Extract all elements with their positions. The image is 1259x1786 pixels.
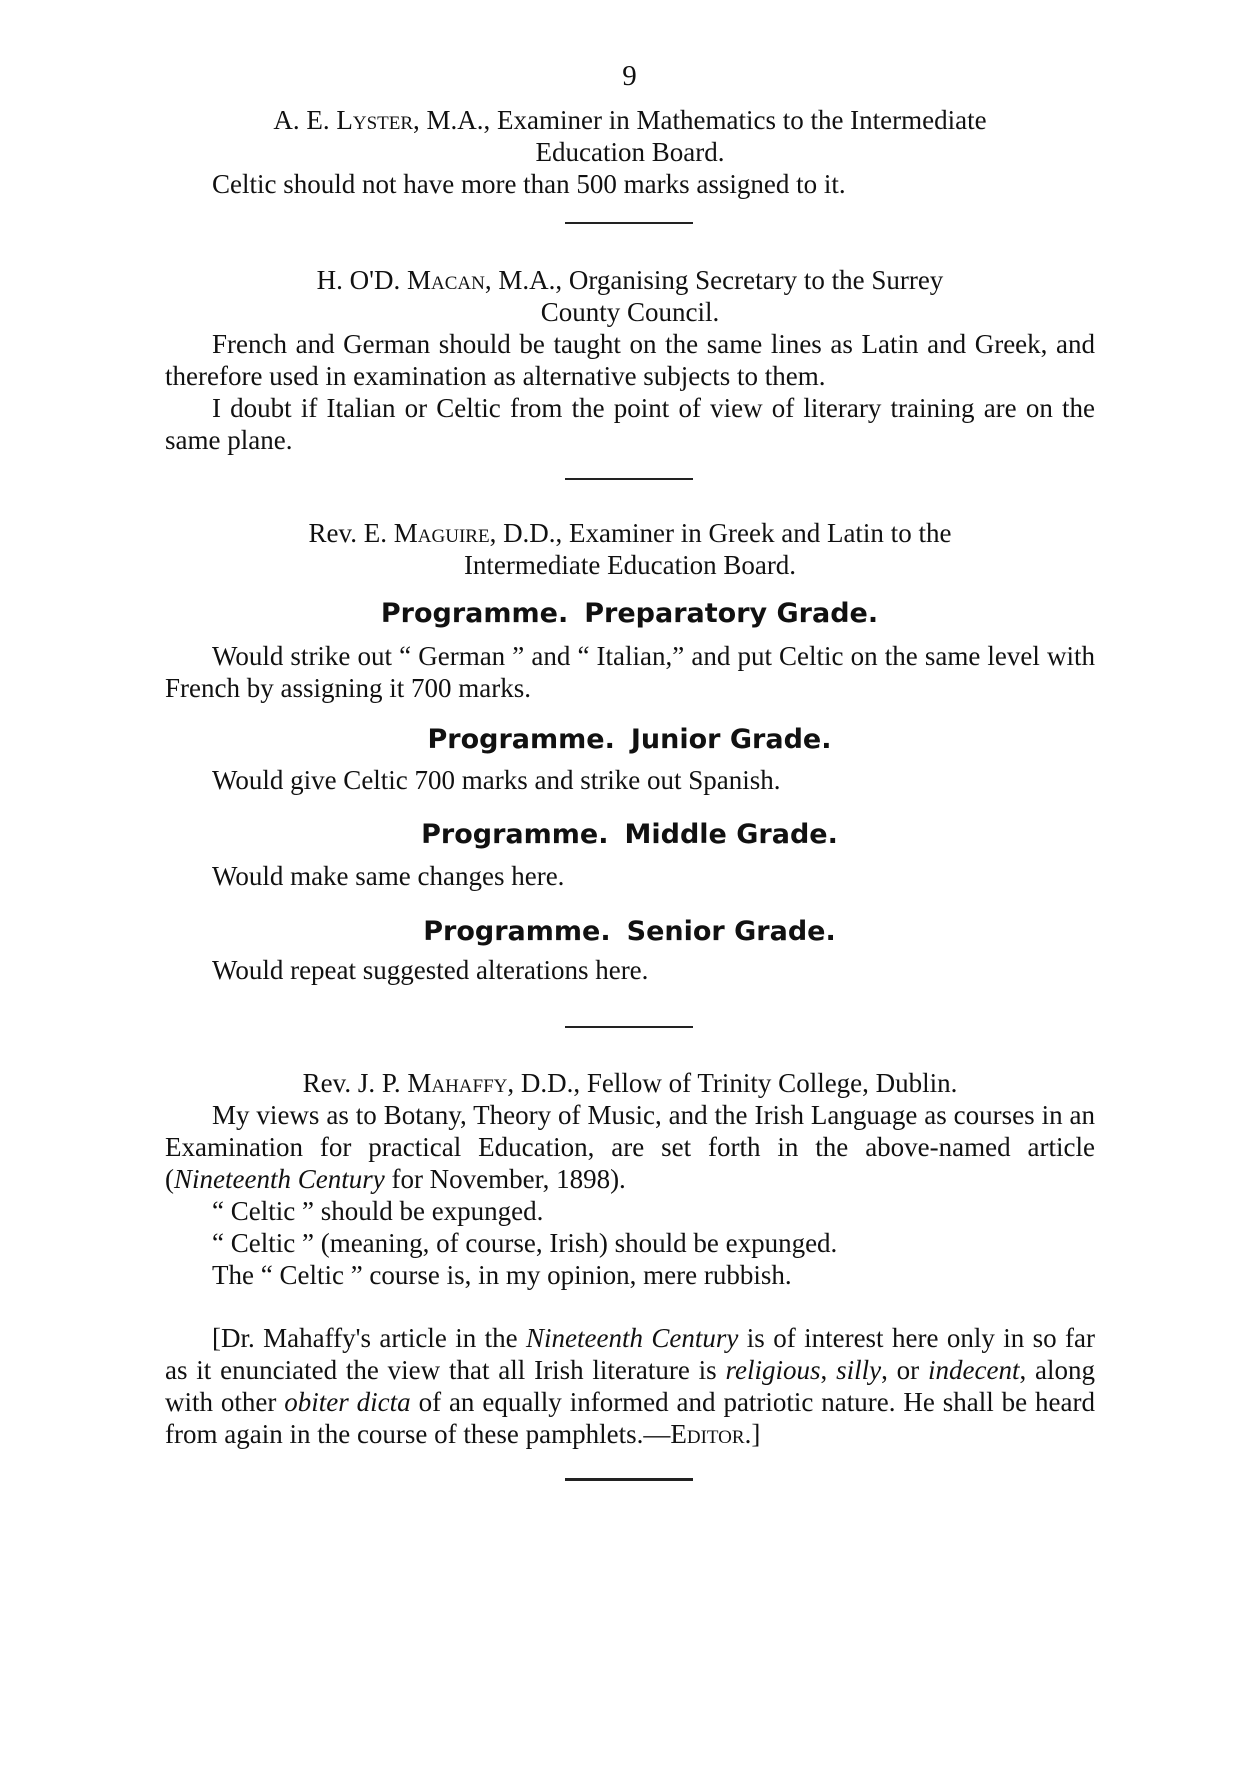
programme-comment <box>165 764 1095 796</box>
lyster-entry <box>165 104 1095 200</box>
editor-note-part: , or <box>881 1355 928 1385</box>
editor-note-part: is of interest here only in so far as it enunciated the view that all Irish literature is <box>165 1323 1096 1385</box>
closing-rule <box>565 1478 693 1481</box>
maguire-heading-line2: Intermediate Education Board. <box>463 550 797 580</box>
section-divider <box>565 478 693 480</box>
mahaffy-line-1: “ Celtic ” should be expunged. <box>212 1196 544 1226</box>
programme-comment <box>165 640 1095 704</box>
maguire-heading <box>165 517 1095 549</box>
programme-heading <box>0 819 1259 851</box>
editor-note-italic: obiter dicta <box>284 1387 411 1417</box>
mahaffy-prefix: Rev. J. P. <box>302 1068 408 1098</box>
editor-note-part: .] <box>744 1419 761 1449</box>
maguire-name: Maguire <box>393 518 490 548</box>
programme-heading <box>0 724 1259 756</box>
lyster-heading-line2: Education Board. <box>535 137 725 167</box>
programme-label: Programme. <box>423 916 611 947</box>
grade-label: Middle Grade. <box>624 819 838 850</box>
editor-note-italic: silly <box>836 1355 882 1385</box>
programme-comment-text: Would give Celtic 700 marks and strike out Spanish. <box>212 765 781 795</box>
editor-note-italic: religious <box>725 1355 821 1385</box>
programme-comment <box>165 954 1095 986</box>
editor-note-part: , <box>820 1355 837 1385</box>
macan-name: H. O'D. Macan <box>316 265 485 295</box>
grade-label: Junior Grade. <box>630 724 832 755</box>
programme-comment <box>165 860 1095 892</box>
mahaffy-text-b: for November, 1898). <box>384 1164 626 1194</box>
editor-note-part: of an equally informed and patriotic nature. He shall be heard from again in the course of these pamphlets.— <box>165 1387 1096 1449</box>
programme-comment-text: Would make same changes here. <box>212 861 565 891</box>
grade-label: Senior Grade. <box>626 916 836 947</box>
section-divider <box>565 222 693 224</box>
maguire-prefix: Rev. E. <box>308 518 394 548</box>
macan-heading <box>165 264 1095 296</box>
editor-note-italic: indecent <box>927 1355 1020 1385</box>
mahaffy-text-a: My views as to Botany, Theory of Music, and the Irish Language as courses in an Examination for practical Education, are set forth in the above-named article ( <box>165 1100 1095 1194</box>
programme-comment-text: Would repeat suggested alterations here. <box>212 955 649 985</box>
editor-signature: Editor <box>670 1419 745 1449</box>
programme-label: Programme. <box>421 819 609 850</box>
programme-heading <box>0 598 1259 630</box>
mahaffy-line-3: The “ Celtic ” course is, in my opinion, mere rubbish. <box>212 1260 792 1290</box>
page-number: 9 <box>622 60 637 92</box>
macan-heading-line2: County Council. <box>540 297 720 327</box>
mahaffy-journal-title: Nineteenth Century <box>174 1164 385 1194</box>
editor-note-italic: Nineteenth Century <box>526 1323 739 1353</box>
section-divider <box>565 1026 693 1028</box>
maguire-heading-rest: , D.D., Examiner in Greek and Latin to the <box>489 518 952 548</box>
maguire-entry <box>165 517 1095 581</box>
editor-note-text <box>165 1322 1095 1450</box>
mahaffy-paragraph <box>165 1099 1095 1195</box>
lyster-heading-rest: , M.A., Examiner in Mathematics to the Intermediate <box>413 105 987 135</box>
mahaffy-line-2: “ Celtic ” (meaning, of course, Irish) should be expunged. <box>212 1228 838 1258</box>
programme-label: Programme. <box>380 598 569 629</box>
lyster-statement: Celtic should not have more than 500 marks assigned to it. <box>212 169 846 199</box>
programme-comment-text: Would strike out “ German ” and “ Italian,” and put Celtic on the same level with French by assigning it 700 marks. <box>165 641 1095 703</box>
macan-entry <box>165 264 1095 456</box>
grade-label: Preparatory Grade. <box>584 598 879 629</box>
macan-heading-rest: , M.A., Organising Secretary to the Surrey <box>484 265 944 295</box>
mahaffy-entry <box>165 1067 1095 1291</box>
lyster-heading <box>165 104 1095 136</box>
mahaffy-heading <box>165 1067 1095 1099</box>
mahaffy-name: Mahaffy <box>407 1068 508 1098</box>
programme-heading <box>0 916 1259 948</box>
programme-label: Programme. <box>427 724 615 755</box>
editor-note-part: , along with other <box>165 1355 1096 1417</box>
macan-paragraph-2: I doubt if Italian or Celtic from the point of view of literary training are on the same plane. <box>165 393 1095 455</box>
editor-note-part: [Dr. Mahaffy's article in the <box>212 1323 527 1353</box>
lyster-name: A. E. Lyster <box>273 105 414 135</box>
editor-note <box>165 1322 1095 1450</box>
mahaffy-heading-rest: , D.D., Fellow of Trinity College, Dublin. <box>507 1068 958 1098</box>
macan-paragraph-1: French and German should be taught on the same lines as Latin and Greek, and therefore used in examination as alternative subjects to them. <box>165 329 1095 391</box>
